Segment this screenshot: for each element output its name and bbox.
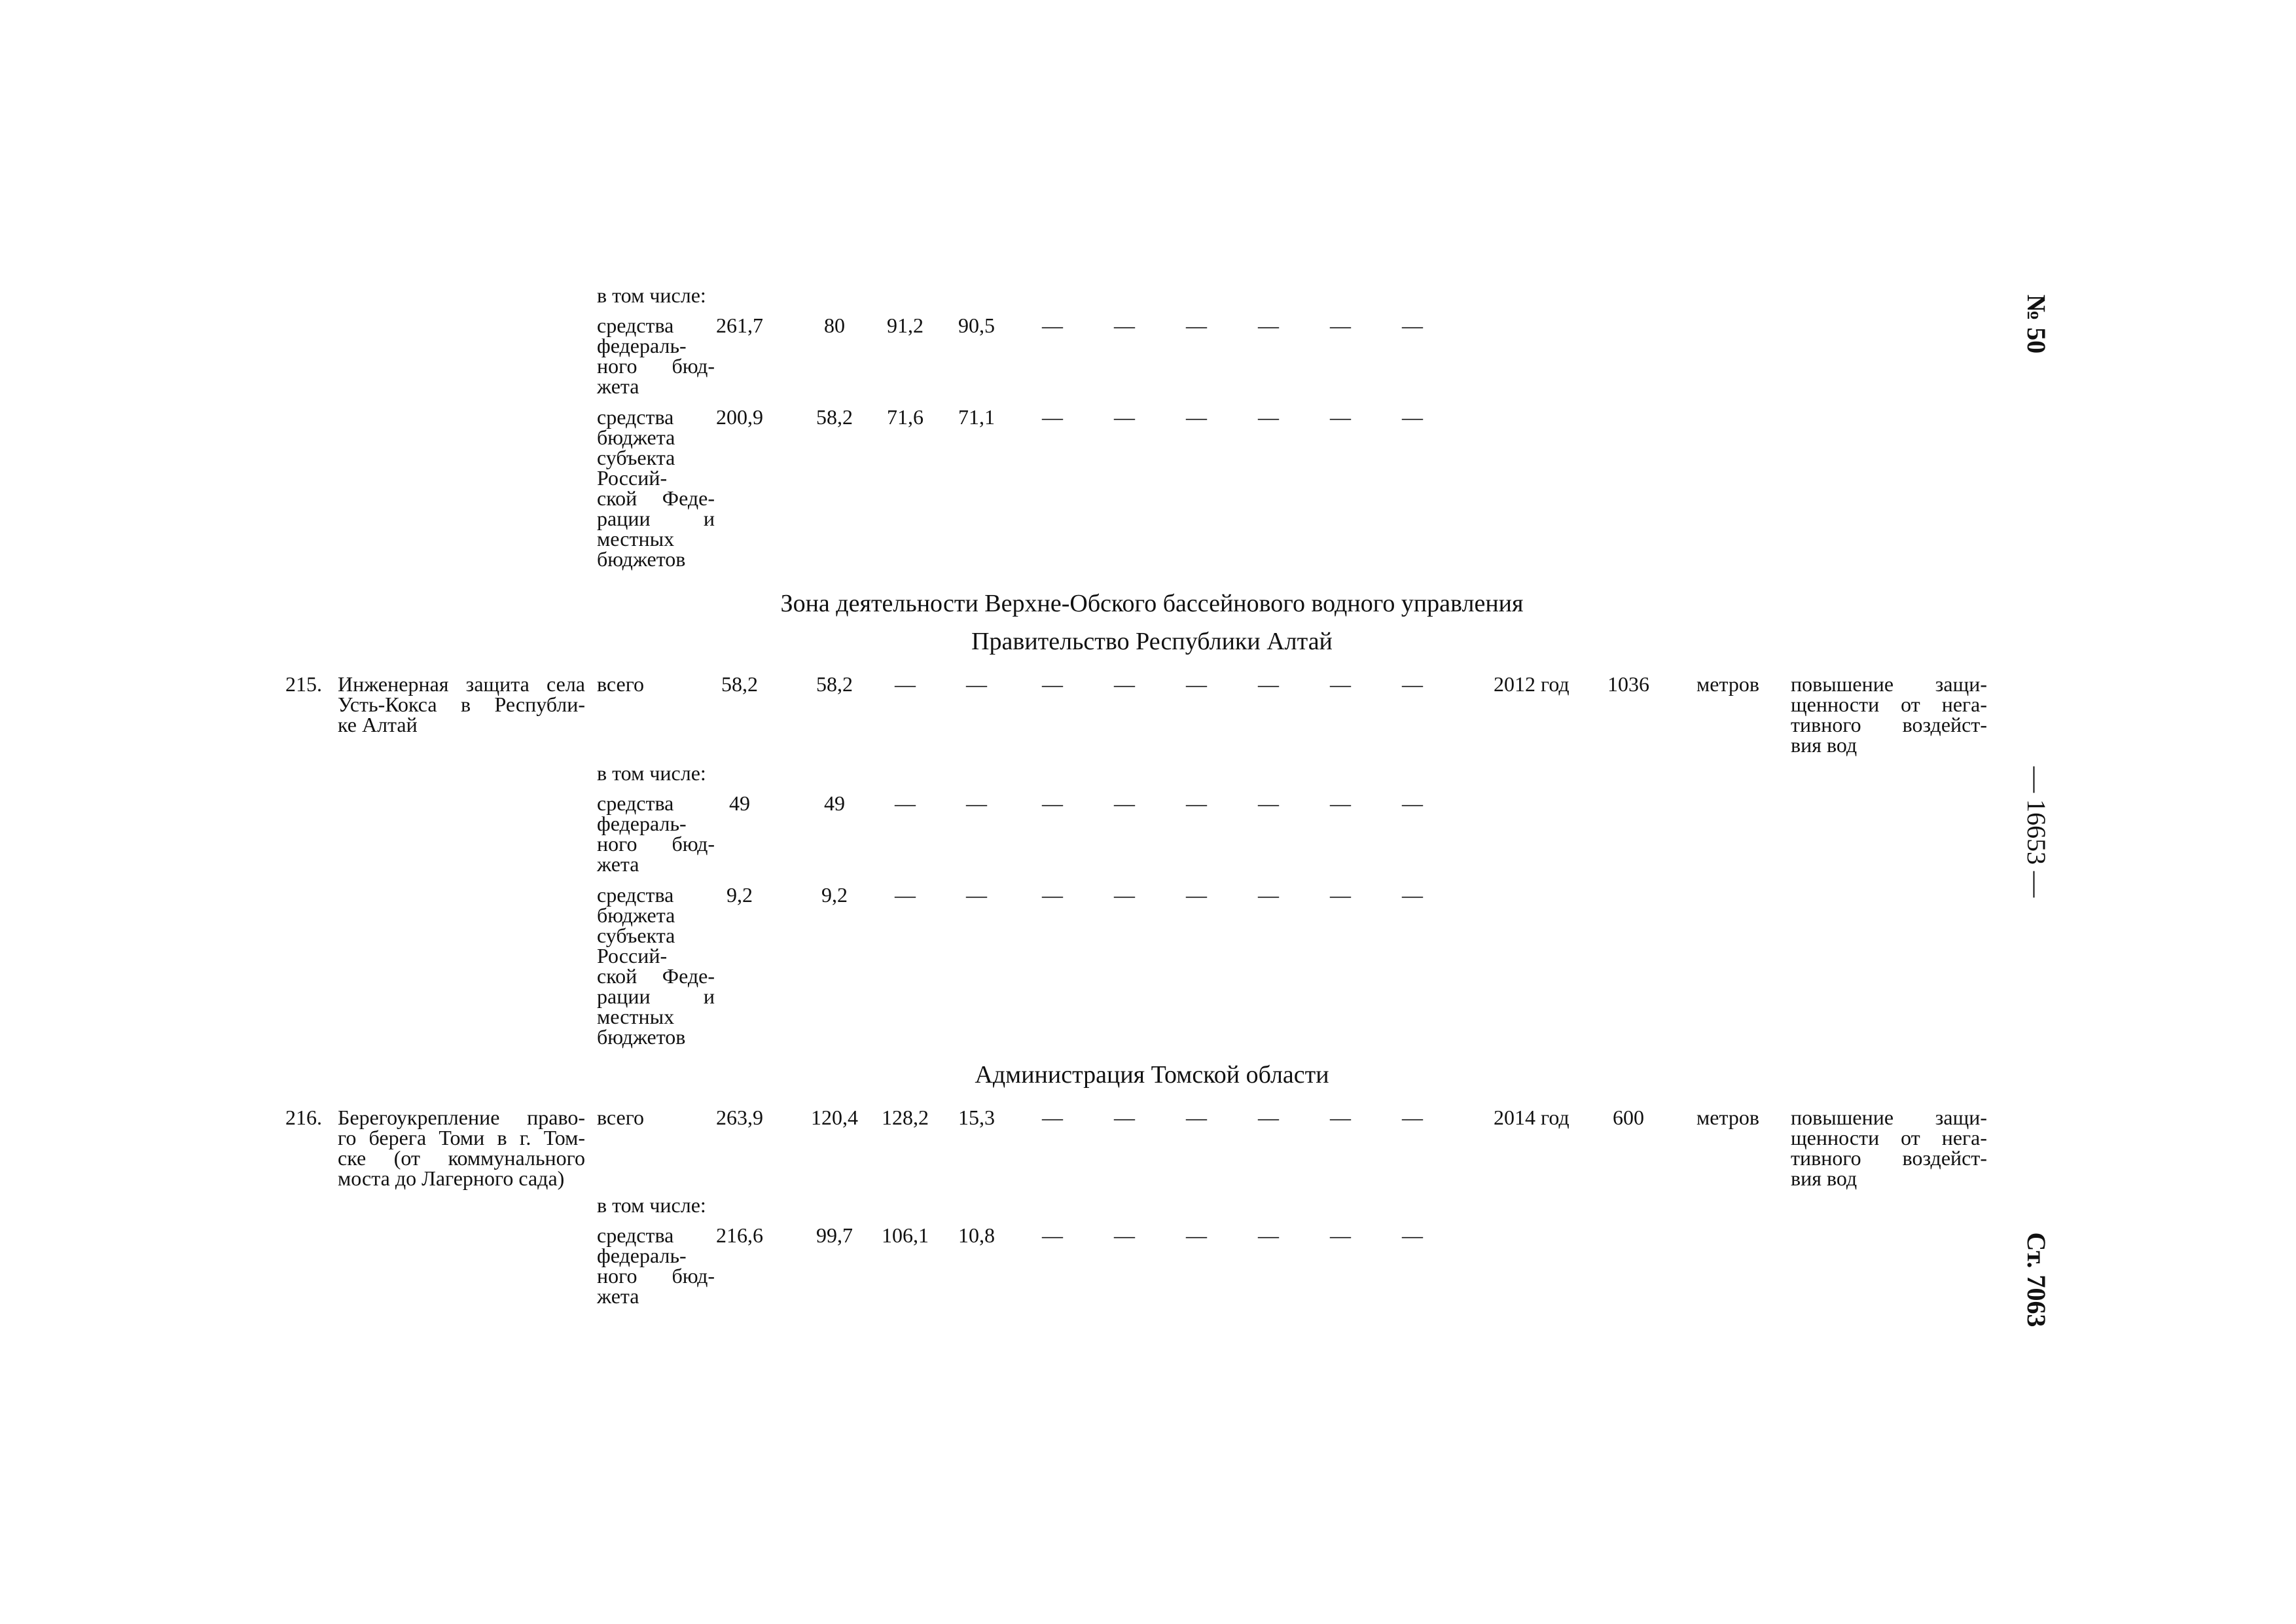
- subheading-tomsk: Администрация Томской области: [975, 1061, 1329, 1089]
- empty-value-dash: —: [1042, 1223, 1063, 1247]
- including-label: в том числе:: [597, 1193, 706, 1217]
- empty-value-dash: —: [1402, 883, 1423, 907]
- funding-value: 15,3: [958, 1106, 995, 1129]
- empty-value-dash: —: [1258, 405, 1279, 429]
- funding-value: 216,6: [716, 1223, 763, 1247]
- completion-year: 2012 год: [1494, 672, 1570, 696]
- empty-value-dash: —: [1330, 883, 1351, 907]
- empty-value-dash: —: [1258, 791, 1279, 815]
- item-number: 216.: [285, 1106, 322, 1129]
- empty-value-dash: —: [1042, 791, 1063, 815]
- empty-value-dash: —: [1402, 1223, 1423, 1247]
- item-number: 215.: [285, 672, 322, 696]
- empty-value-dash: —: [895, 791, 916, 815]
- capacity-unit: метров: [1696, 1106, 1759, 1129]
- funding-source-regional: средства бюджета субъекта Россий- ской Феде- рации и местных бюджетов: [597, 405, 715, 571]
- empty-value-dash: —: [1258, 1223, 1279, 1247]
- empty-value-dash: —: [1042, 314, 1063, 337]
- empty-value-dash: —: [1042, 1106, 1063, 1129]
- funding-value: 128,2: [882, 1106, 929, 1129]
- empty-value-dash: —: [1114, 405, 1135, 429]
- empty-value-dash: —: [1258, 1106, 1279, 1129]
- funding-value: 58,2: [816, 405, 853, 429]
- empty-value-dash: —: [1186, 883, 1207, 907]
- funding-value: 80: [824, 314, 845, 337]
- including-label: в том числе:: [597, 761, 706, 785]
- empty-value-dash: —: [1186, 405, 1207, 429]
- empty-value-dash: —: [1402, 405, 1423, 429]
- funding-source-federal: средства федераль- ного бюд- жета: [597, 1223, 715, 1308]
- funding-value: 58,2: [721, 672, 758, 696]
- funding-value: 263,9: [716, 1106, 763, 1129]
- issue-number: № 50: [2022, 294, 2051, 354]
- capacity-value: 600: [1613, 1106, 1644, 1129]
- empty-value-dash: —: [1330, 791, 1351, 815]
- funding-value: 106,1: [882, 1223, 929, 1247]
- empty-value-dash: —: [1330, 1223, 1351, 1247]
- empty-value-dash: —: [895, 883, 916, 907]
- empty-value-dash: —: [1114, 1106, 1135, 1129]
- funding-value: 120,4: [811, 1106, 858, 1129]
- capacity-value: 1036: [1607, 672, 1649, 696]
- empty-value-dash: —: [1258, 883, 1279, 907]
- empty-value-dash: —: [1258, 314, 1279, 337]
- funding-source-federal: средства федераль- ного бюд- жета: [597, 314, 715, 398]
- funding-value: 200,9: [716, 405, 763, 429]
- funding-value: 49: [729, 791, 750, 815]
- funding-value: 49: [824, 791, 845, 815]
- empty-value-dash: —: [966, 883, 987, 907]
- empty-value-dash: —: [1042, 405, 1063, 429]
- funding-value: 99,7: [816, 1223, 853, 1247]
- empty-value-dash: —: [1402, 672, 1423, 696]
- item-title: Берегоукрепление право- го берега Томи в г. Том- ске (от коммунального моста до Лагерного сада): [338, 1106, 585, 1190]
- empty-value-dash: —: [1186, 314, 1207, 337]
- expected-result: повышение защи- щенности от нега- тивного воздейст- вия вод: [1791, 672, 1987, 757]
- empty-value-dash: —: [1042, 672, 1063, 696]
- empty-value-dash: —: [1402, 314, 1423, 337]
- funding-value: 261,7: [716, 314, 763, 337]
- empty-value-dash: —: [1114, 672, 1135, 696]
- funding-source-federal: средства федераль- ного бюд- жета: [597, 791, 715, 876]
- subheading-altai: Правительство Республики Алтай: [971, 628, 1333, 655]
- empty-value-dash: —: [1258, 672, 1279, 696]
- funding-value: 71,6: [887, 405, 924, 429]
- empty-value-dash: —: [966, 672, 987, 696]
- page-number: — 16653 —: [2022, 767, 2051, 897]
- empty-value-dash: —: [1330, 672, 1351, 696]
- funding-source-regional: средства бюджета субъекта Россий- ской Феде- рации и местных бюджетов: [597, 883, 715, 1049]
- empty-value-dash: —: [1114, 791, 1135, 815]
- empty-value-dash: —: [1330, 314, 1351, 337]
- empty-value-dash: —: [1402, 791, 1423, 815]
- total-label: всего: [597, 1106, 645, 1129]
- empty-value-dash: —: [1330, 405, 1351, 429]
- funding-value: 10,8: [958, 1223, 995, 1247]
- item-title: Инженерная защита села Усть-Кокса в Республи- ке Алтай: [338, 672, 585, 736]
- empty-value-dash: —: [1186, 791, 1207, 815]
- empty-value-dash: —: [1114, 314, 1135, 337]
- empty-value-dash: —: [1186, 1106, 1207, 1129]
- empty-value-dash: —: [1186, 672, 1207, 696]
- funding-value: 9,2: [726, 883, 753, 907]
- completion-year: 2014 год: [1494, 1106, 1570, 1129]
- article-number: Ст. 7063: [2022, 1232, 2051, 1327]
- section-heading: Зона деятельности Верхне-Обского бассейнового водного управления: [780, 590, 1524, 617]
- including-label: в том числе:: [597, 283, 706, 307]
- empty-value-dash: —: [1330, 1106, 1351, 1129]
- empty-value-dash: —: [1402, 1106, 1423, 1129]
- funding-value: 71,1: [958, 405, 995, 429]
- empty-value-dash: —: [966, 791, 987, 815]
- funding-value: 90,5: [958, 314, 995, 337]
- empty-value-dash: —: [1042, 883, 1063, 907]
- capacity-unit: метров: [1696, 672, 1759, 696]
- empty-value-dash: —: [1114, 883, 1135, 907]
- funding-value: 58,2: [816, 672, 853, 696]
- expected-result: повышение защи- щенности от нега- тивного воздейст- вия вод: [1791, 1106, 1987, 1190]
- funding-value: 9,2: [821, 883, 848, 907]
- empty-value-dash: —: [895, 672, 916, 696]
- empty-value-dash: —: [1186, 1223, 1207, 1247]
- total-label: всего: [597, 672, 645, 696]
- empty-value-dash: —: [1114, 1223, 1135, 1247]
- funding-value: 91,2: [887, 314, 924, 337]
